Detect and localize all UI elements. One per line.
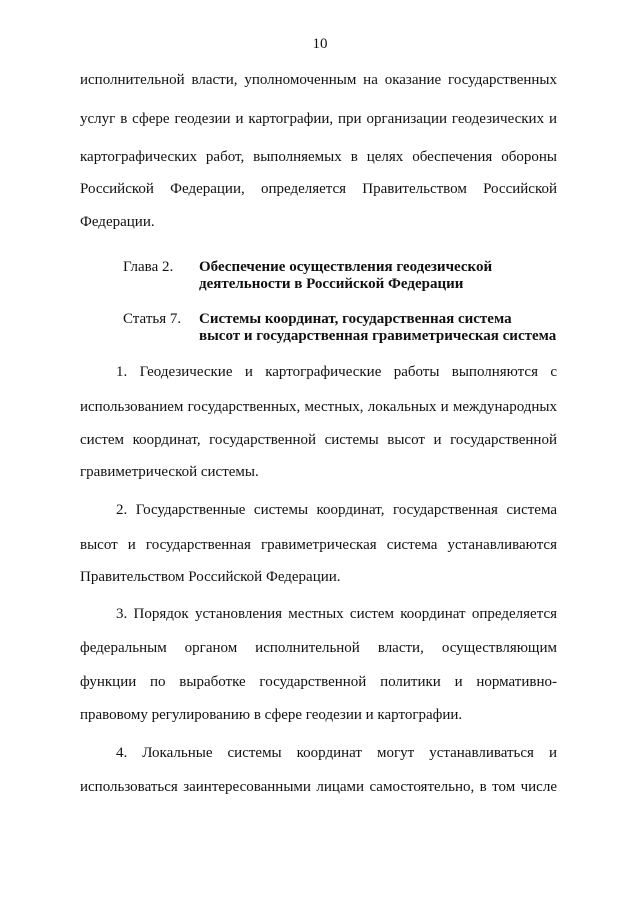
intro-line: услуг в сфере геодезии и картографии, при организации геодезических и [80,111,557,127]
intro-line: Федерации. [80,214,155,230]
paragraph-4-line: использоваться заинтересованными лицами самостоятельно, в том числе [80,779,557,795]
paragraph-3-line: 3. Порядок установления местных систем координат определяется [116,606,557,622]
paragraph-1-line: 1. Геодезические и картографические работы выполняются с [116,364,557,380]
paragraph-2-line: Правительством Российской Федерации. [80,569,341,585]
intro-line: картографических работ, выполняемых в целях обеспечения обороны [80,149,557,165]
article-title-line: Системы координат, государственная система [199,311,512,327]
paragraph-3-line: правовому регулированию в сфере геодезии и картографии. [80,707,463,723]
paragraph-2-line: высот и государственная гравиметрическая система устанавливаются [80,537,557,553]
intro-line: Российской Федерации, определяется Правительством Российской [80,181,557,197]
chapter-label: Глава 2. [123,259,174,275]
paragraph-1-line: систем координат, государственной системы высот и государственной [80,432,557,448]
article-title-line: высот и государственная гравиметрическая система [199,328,557,344]
page-number: 10 [312,36,328,52]
chapter-title-line: Обеспечение осуществления геодезической [199,259,493,275]
paragraph-4-line: 4. Локальные системы координат могут устанавливаться и [116,745,557,761]
paragraph-1-line: гравиметрической системы. [80,464,259,480]
paragraph-3-line: федеральным органом исполнительной власти, осуществляющим [80,640,557,656]
chapter-title-line: деятельности в Российской Федерации [199,276,464,292]
article-label: Статья 7. [123,311,182,327]
paragraph-3-line: функции по выработке государственной политики и нормативно- [80,674,557,690]
paragraph-1-line: использованием государственных, местных, локальных и международных [80,399,557,415]
intro-line: исполнительной власти, уполномоченным на оказание государственных [80,72,557,88]
paragraph-2-line: 2. Государственные системы координат, государственная система [116,502,557,518]
